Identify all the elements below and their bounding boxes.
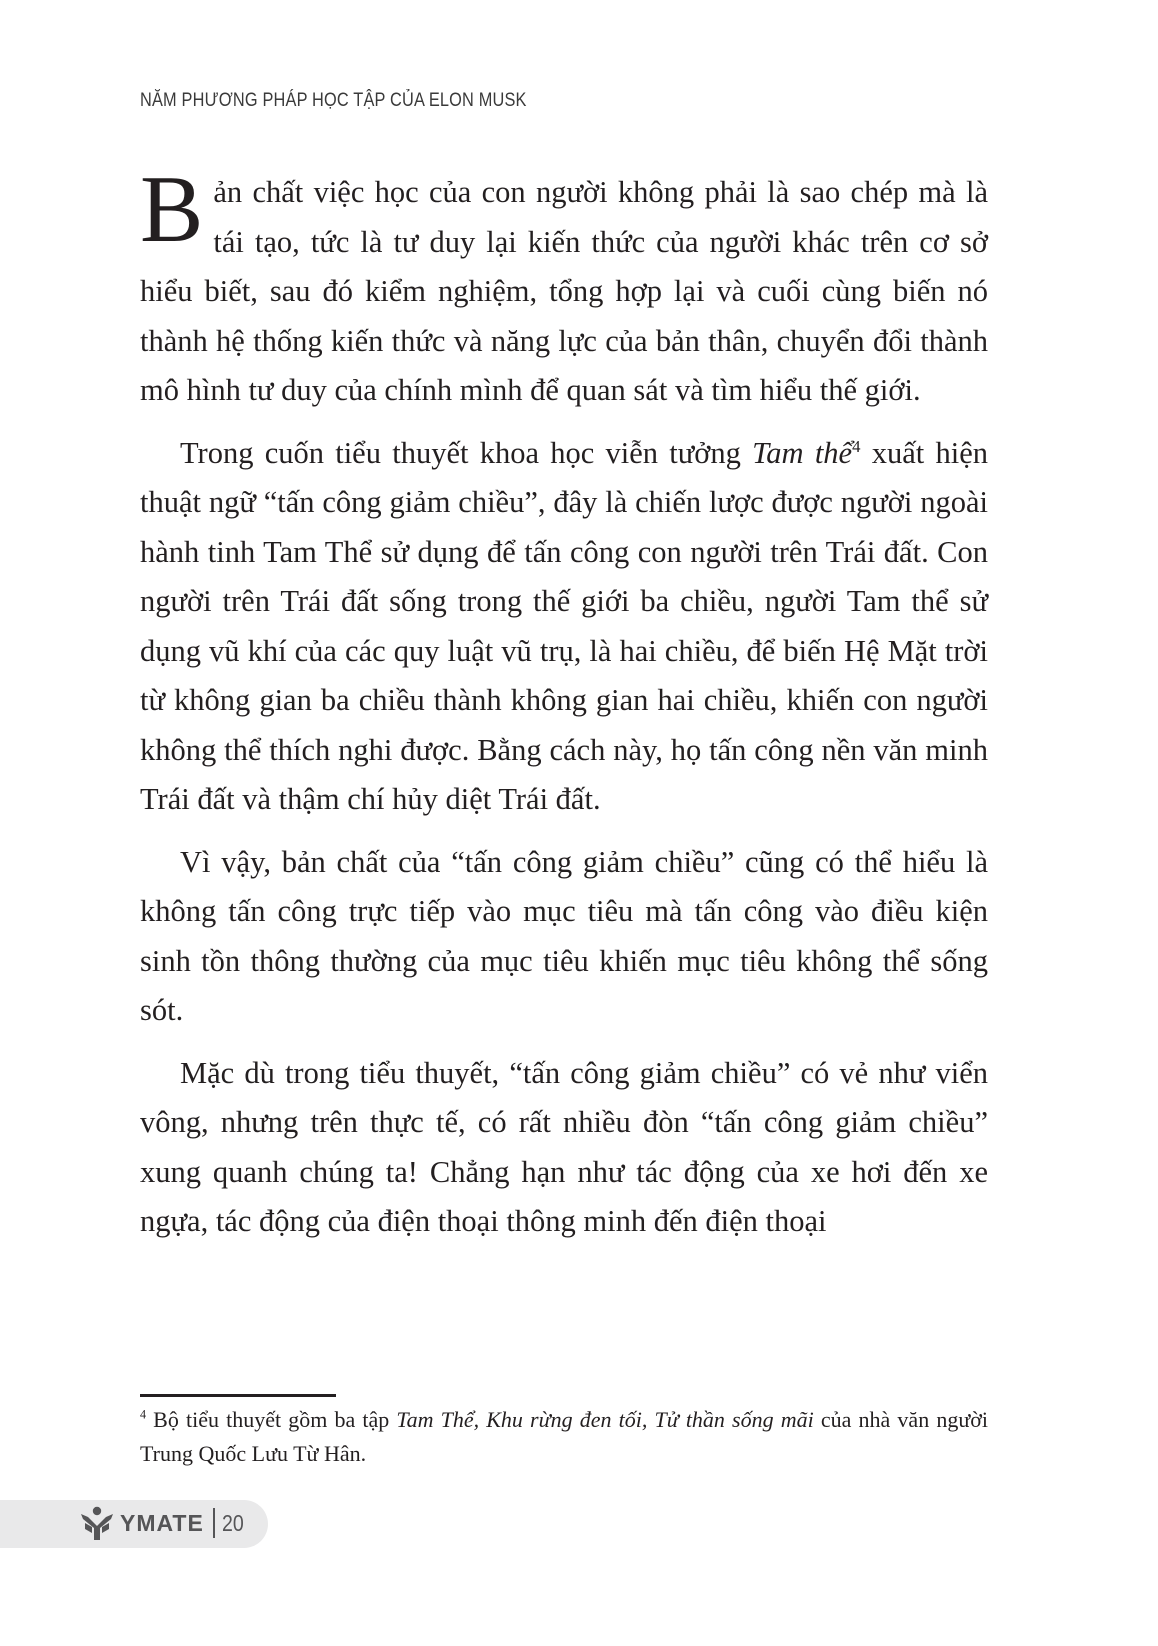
paragraph-1-text: ản chất việc học của con người không phải là sao chép mà là tái tạo, tức là tư duy lại kiến thức của người khác trên cơ sở hiểu biết, sau đó kiểm nghiệm, tổng hợp lại và cuối cùng biến nó thành hệ thống kiến thức và năng lực của bản thân, chuyển đổi thành mô hình tư duy của chính mình để quan sát và tìm hiểu thế giới. [140,175,988,407]
book-title-italic: Tam thể [752,435,853,470]
footnote-text-start: Bộ tiểu thuyết gồm ba tập [146,1407,397,1432]
paragraph-2-text-start: Trong cuốn tiểu thuyết khoa học viễn tưởng [180,435,753,470]
body-text [140,156,988,1260]
footer-divider [213,1508,215,1538]
paragraph-2-text-end: xuất hiện thuật ngữ “tấn công giảm chiều”, đây là chiến lược được người ngoài hành tinh Tam Thể sử dụng để tấn công con người trên Trái đất. Con người trên Trái đất sống trong thế giới ba chiều, người Tam thể sử dụng vũ khí của các quy luật vũ trụ, là hai chiều, để biến Hệ Mặt trời từ không gian ba chiều thành không gian hai chiều, khiến con người không thể thích nghi được. Bằng cách này, họ tấn công nền văn minh Trái đất và thậm chí hủy diệt Trái đất. [140,435,988,816]
footnote [140,1403,988,1471]
footnote-text-end: của nhà văn người Trung Quốc Lưu Từ Hân. [140,1407,988,1466]
paragraph-1 [140,156,988,416]
drop-cap: B [140,156,204,262]
page-number: 20 [222,1510,244,1536]
running-header: NĂM PHƯƠNG PHÁP HỌC TẬP CỦA ELON MUSK [140,90,527,111]
footer-brand: YMATE [120,1510,204,1536]
paragraph-4: Mặc dù trong tiểu thuyết, “tấn công giảm chiều” có vẻ như viển vông, nhưng trên thực tế, có rất nhiều đòn “tấn công giảm chiều” xung quanh chúng ta! Chẳng hạn như tác động của xe hơi đến xe ngựa, tác động của điện thoại thông minh đến điện thoại [140,1055,988,1238]
paragraph-3: Vì vậy, bản chất của “tấn công giảm chiều” cũng có thể hiểu là không tấn công trực tiếp vào mục tiêu mà tấn công vào điều kiện sinh tồn thông thường của mục tiêu khiến mục tiêu không thể sống sót. [140,844,988,1027]
footnote-reference: 4 [852,436,861,456]
footnote-divider [140,1394,336,1397]
footnote-number: 4 [140,1407,147,1422]
footnote-italic-titles: Tam Thể, Khu rừng đen tối, Tử thần sống mãi [396,1407,814,1432]
paragraph-2 [140,429,988,825]
ymate-logo-icon [78,1506,116,1542]
